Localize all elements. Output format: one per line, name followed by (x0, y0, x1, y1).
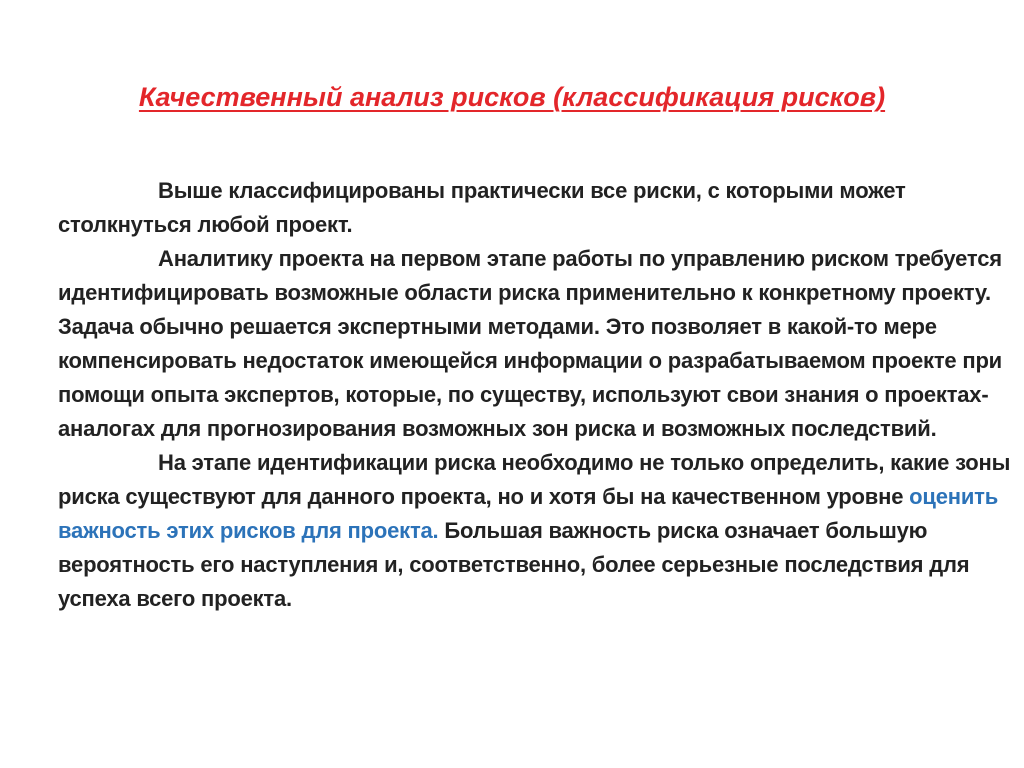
paragraph-3-text-after: Большая важность риска означает большую вероятность его наступления и, соответственно, более серьезные последствия для успеха всего проекта. (58, 518, 970, 611)
paragraph-3 (58, 446, 1016, 616)
paragraph-1: Выше классифицированы практически все риски, с которыми может столкнуться любой проект. (58, 178, 906, 237)
highlighted-phrase: оценить важность этих рисков для проекта. (58, 484, 999, 543)
paragraph-3-text-before: На этапе идентификации риска необходимо не только определить, какие зоны риска существуют для данного проекта, но и хотя бы на качественном уровне (58, 450, 1011, 509)
paragraph-2: Аналитику проекта на первом этапе работы по управлению риском требуется идентифицировать возможные области риска применительно к конкретному проекту. Задача обычно решается экспертными методами. Это позволяет в какой-то мере компенсировать недостаток имеющейся информации о разрабатываемом проекте при помощи опыта экспертов, которые, по существу, используют свои знания о проектах-аналогах для прогнозирования возможных зон риска и возможных последствий. (58, 246, 1003, 441)
slide-title: Качественный анализ рисков (классификация рисков) (138, 82, 886, 112)
slide-body (58, 174, 1016, 616)
